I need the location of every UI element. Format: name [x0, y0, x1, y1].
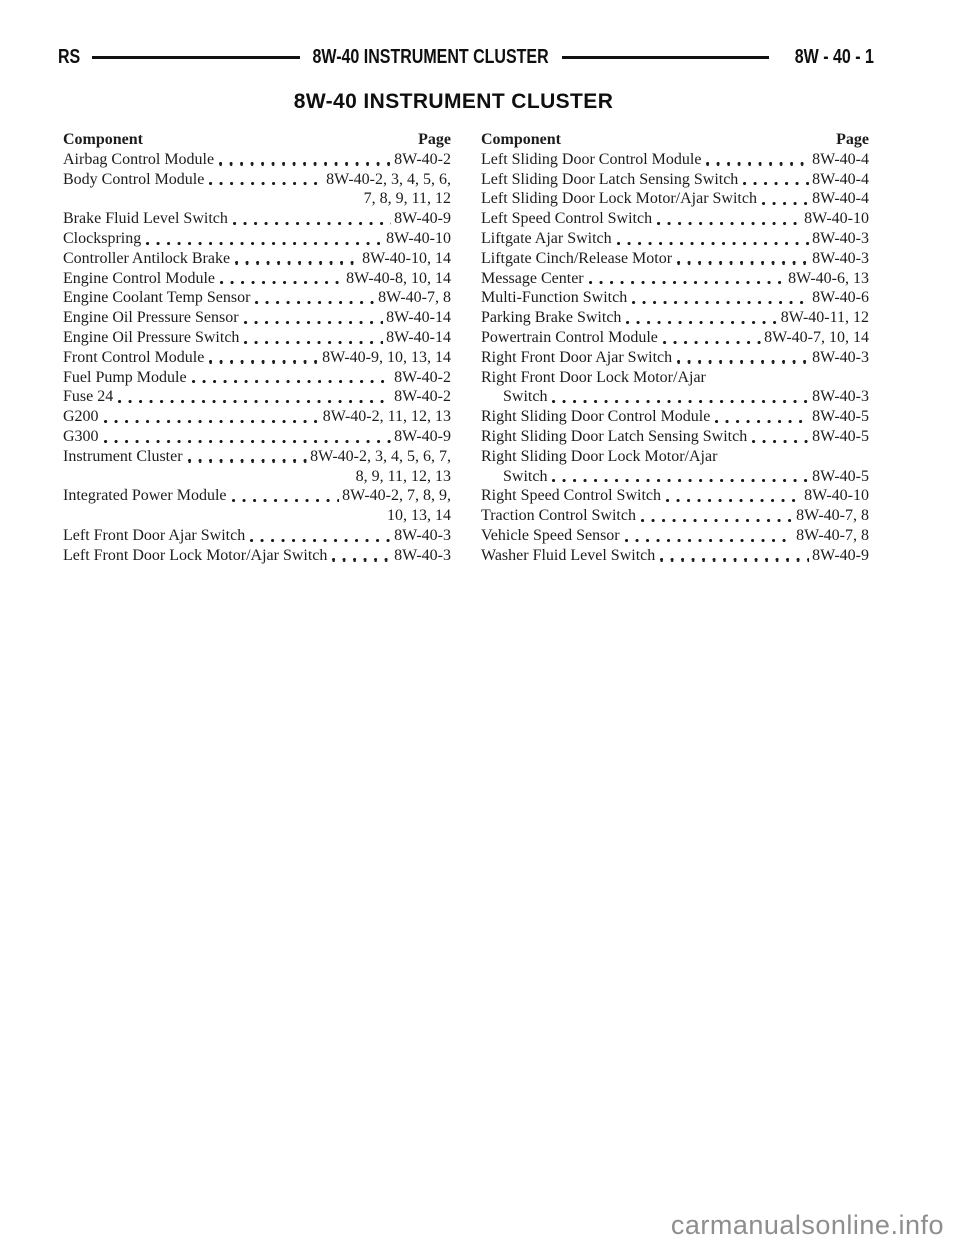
toc-column-left [63, 130, 451, 566]
toc-entry-page: 8W-40-2, 3, 4, 5, 6, [326, 170, 451, 188]
toc-entry-page: 10, 13, 14 [387, 507, 451, 525]
toc-entry-name: Controller Antilock Brake [63, 249, 231, 267]
dot-leader [244, 341, 383, 344]
dot-leader [657, 222, 801, 225]
toc-row [481, 308, 869, 328]
page-label: Page [418, 131, 451, 148]
toc-rows [63, 150, 451, 566]
toc-row [63, 348, 451, 368]
toc-row [63, 546, 451, 566]
dot-leader [752, 440, 809, 443]
toc-row [63, 229, 451, 249]
toc-entry-page: 8W-40-10 [804, 210, 869, 228]
dot-leader [552, 479, 809, 482]
toc-entry-page: 8W-40-9 [812, 546, 869, 564]
running-header [58, 46, 874, 68]
page-label: Page [836, 131, 869, 148]
toc-row [481, 170, 869, 190]
dot-leader [677, 360, 809, 363]
dot-leader [632, 301, 809, 304]
dot-leader [209, 360, 319, 363]
toc-entry-name: Fuel Pump Module [63, 368, 187, 386]
toc-entry-page: 8W-40-3 [812, 229, 869, 247]
toc-row [481, 249, 869, 269]
dot-leader [626, 321, 777, 324]
toc-row [481, 328, 869, 348]
dot-leader [625, 539, 793, 542]
dot-leader [255, 301, 375, 304]
toc-row [63, 467, 451, 487]
toc-entry-page: 8W-40-3 [394, 546, 451, 564]
toc-row [481, 427, 869, 447]
dot-leader [188, 459, 308, 462]
toc-entry-name: Right Sliding Door Lock Motor/Ajar [481, 447, 718, 465]
toc-row [481, 189, 869, 209]
column-header [481, 130, 869, 150]
toc-entry-name: Engine Oil Pressure Sensor [63, 309, 239, 327]
toc-row [63, 269, 451, 289]
dot-leader [660, 558, 809, 561]
toc-row [63, 486, 451, 506]
toc-entry-page: 8W-40-11, 12 [780, 309, 869, 327]
toc-entry-page: 8W-40-4 [812, 150, 869, 168]
header-rule-left [92, 56, 300, 59]
toc-entry-page: 8W-40-3 [812, 388, 869, 406]
toc-entry-name: Engine Oil Pressure Switch [63, 328, 240, 346]
dot-leader [68, 202, 361, 205]
dot-leader [219, 162, 391, 165]
toc-entry-name: Left Speed Control Switch [481, 210, 653, 228]
toc-row [481, 269, 869, 289]
dot-leader [666, 499, 801, 502]
dot-leader [104, 420, 320, 423]
toc-row [63, 150, 451, 170]
dot-leader [722, 459, 866, 462]
toc-rows [481, 150, 869, 566]
toc-entry-name: Left Sliding Door Lock Motor/Ajar Switch [481, 190, 757, 208]
toc-entry-page: 8W-40-7, 8 [378, 289, 451, 307]
toc-entry-page: 8W-40-2 [394, 150, 451, 168]
toc-row [63, 506, 451, 526]
toc-entry-page: 8W-40-7, 8 [796, 526, 869, 544]
section-code [58, 46, 83, 69]
toc-entry-name: G300 [63, 427, 99, 445]
dot-leader [104, 440, 392, 443]
toc-entry-page: 8W-40-2 [394, 388, 451, 406]
toc-row [63, 407, 451, 427]
toc-entry-page: 8W-40-2, 11, 12, 13 [322, 408, 451, 426]
toc-entry-name: Switch [503, 388, 548, 406]
component-label: Component [481, 131, 562, 148]
toc-row [481, 150, 869, 170]
toc-entry-page: 8W-40-9 [394, 427, 451, 445]
toc-entry-name: Front Control Module [63, 348, 205, 366]
toc-entry-name: Switch [503, 467, 548, 485]
toc-entry-name: Fuse 24 [63, 388, 114, 406]
header-title-text: 8W-40 INSTRUMENT CLUSTER [312, 45, 549, 68]
toc-entry-name: Left Sliding Door Control Module [481, 150, 702, 168]
toc-entry-page: 8W-40-2, 3, 4, 5, 6, 7, [310, 447, 451, 465]
toc-entry-name: Left Sliding Door Latch Sensing Switch [481, 170, 739, 188]
toc-entry-name: Liftgate Ajar Switch [481, 229, 612, 247]
watermark: carmanualsonline.info [670, 1210, 944, 1240]
toc-entry-page: 8W-40-3 [812, 348, 869, 366]
toc-entry-name: Brake Fluid Level Switch [63, 210, 228, 228]
dot-leader [743, 182, 809, 185]
toc-entry-page: 8W-40-3 [812, 249, 869, 267]
toc-entry-name: Vehicle Speed Sensor [481, 526, 620, 544]
dot-leader [68, 519, 384, 522]
toc-entry-page: 8W-40-2 [394, 368, 451, 386]
toc-entry-name: Engine Control Module [63, 269, 215, 287]
toc-entry-page: 8W-40-4 [812, 190, 869, 208]
toc-row [481, 288, 869, 308]
toc-row [63, 427, 451, 447]
toc-entry-name: Traction Control Switch [481, 507, 636, 525]
dot-leader [68, 479, 353, 482]
toc-entry-name: Message Center [481, 269, 584, 287]
dot-leader [715, 420, 809, 423]
table-of-contents [63, 130, 869, 566]
toc-row [63, 368, 451, 388]
toc-entry-name: Washer Fluid Level Switch [481, 546, 656, 564]
dot-leader [589, 281, 785, 284]
toc-row [481, 526, 869, 546]
dot-leader [146, 242, 383, 245]
toc-entry-name: Instrument Cluster [63, 447, 183, 465]
toc-entry-page: 8W-40-3 [394, 526, 451, 544]
header-page-number [778, 46, 874, 69]
toc-row [63, 447, 451, 467]
component-label: Component [63, 131, 144, 148]
dot-leader [244, 321, 384, 324]
toc-row [481, 506, 869, 526]
toc-row [63, 308, 451, 328]
toc-row [481, 447, 869, 467]
dot-leader [617, 242, 809, 245]
dot-leader [233, 222, 391, 225]
toc-entry-name: Integrated Power Module [63, 487, 227, 505]
dot-leader [677, 261, 809, 264]
column-header [63, 130, 451, 150]
toc-entry-name: Engine Coolant Temp Sensor [63, 289, 251, 307]
toc-row [63, 170, 451, 190]
toc-entry-page: 8W-40-8, 10, 14 [346, 269, 451, 287]
toc-row [481, 467, 869, 487]
header-title [309, 46, 553, 69]
toc-row [63, 189, 451, 209]
toc-entry-name: Body Control Module [63, 170, 205, 188]
page-title: 8W-40 INSTRUMENT CLUSTER [293, 90, 614, 113]
toc-row [481, 229, 869, 249]
toc-entry-page: 8W-40-14 [386, 328, 451, 346]
dot-leader [235, 261, 359, 264]
dot-leader [711, 380, 866, 383]
toc-row [63, 288, 451, 308]
toc-row [63, 249, 451, 269]
section-code-text: RS [58, 45, 81, 68]
dot-leader [220, 281, 343, 284]
toc-entry-page: 8W-40-9, 10, 13, 14 [322, 348, 451, 366]
toc-row [63, 526, 451, 546]
dot-leader [250, 539, 391, 542]
toc-entry-page: 8W-40-10 [386, 229, 451, 247]
toc-entry-page: 8W-40-4 [812, 170, 869, 188]
dot-leader [663, 341, 761, 344]
toc-entry-page: 8W-40-14 [386, 309, 451, 327]
toc-row [481, 348, 869, 368]
header-rule-right [562, 56, 770, 59]
toc-row [63, 328, 451, 348]
toc-entry-name: Right Front Door Ajar Switch [481, 348, 673, 366]
toc-column-right [481, 130, 869, 566]
toc-entry-name: Powertrain Control Module [481, 328, 658, 346]
toc-entry-name: G200 [63, 408, 99, 426]
toc-row [481, 387, 869, 407]
toc-row [481, 486, 869, 506]
toc-entry-name: Parking Brake Switch [481, 309, 622, 327]
dot-leader [118, 400, 391, 403]
toc-entry-name: Airbag Control Module [63, 150, 215, 168]
dot-leader [332, 558, 391, 561]
dot-leader [192, 380, 392, 383]
toc-entry-name: Right Sliding Door Latch Sensing Switch [481, 427, 748, 445]
toc-entry-name: Right Sliding Door Control Module [481, 408, 711, 426]
toc-entry-page: 8, 9, 11, 12, 13 [355, 467, 451, 485]
toc-row [481, 209, 869, 229]
toc-entry-name: Left Front Door Ajar Switch [63, 526, 246, 544]
toc-entry-name: Right Speed Control Switch [481, 487, 661, 505]
toc-row [63, 387, 451, 407]
toc-entry-page: 8W-40-6 [812, 289, 869, 307]
toc-entry-page: 7, 8, 9, 11, 12 [363, 190, 451, 208]
dot-leader [209, 182, 323, 185]
toc-entry-page: 8W-40-5 [812, 427, 869, 445]
toc-entry-page: 8W-40-6, 13 [788, 269, 869, 287]
toc-row [481, 368, 869, 388]
dot-leader [762, 202, 809, 205]
dot-leader [641, 519, 793, 522]
toc-entry-page: 8W-40-5 [812, 467, 869, 485]
toc-row [481, 407, 869, 427]
toc-entry-page: 8W-40-2, 7, 8, 9, [342, 487, 451, 505]
toc-entry-page: 8W-40-10 [804, 487, 869, 505]
toc-entry-page: 8W-40-7, 8 [796, 507, 869, 525]
toc-entry-page: 8W-40-10, 14 [362, 249, 451, 267]
header-page-number-text: 8W - 40 - 1 [794, 45, 874, 68]
toc-row [63, 209, 451, 229]
toc-entry-page: 8W-40-9 [394, 210, 451, 228]
toc-entry-page: 8W-40-7, 10, 14 [764, 328, 869, 346]
dot-leader [552, 400, 809, 403]
toc-entry-name: Right Front Door Lock Motor/Ajar [481, 368, 706, 386]
toc-entry-name: Multi-Function Switch [481, 289, 628, 307]
toc-entry-name: Liftgate Cinch/Release Motor [481, 249, 673, 267]
dot-leader [706, 162, 809, 165]
toc-entry-name: Left Front Door Lock Motor/Ajar Switch [63, 546, 328, 564]
toc-entry-name: Clockspring [63, 229, 142, 247]
toc-entry-page: 8W-40-5 [812, 408, 869, 426]
dot-leader [232, 499, 340, 502]
toc-row [481, 546, 869, 566]
